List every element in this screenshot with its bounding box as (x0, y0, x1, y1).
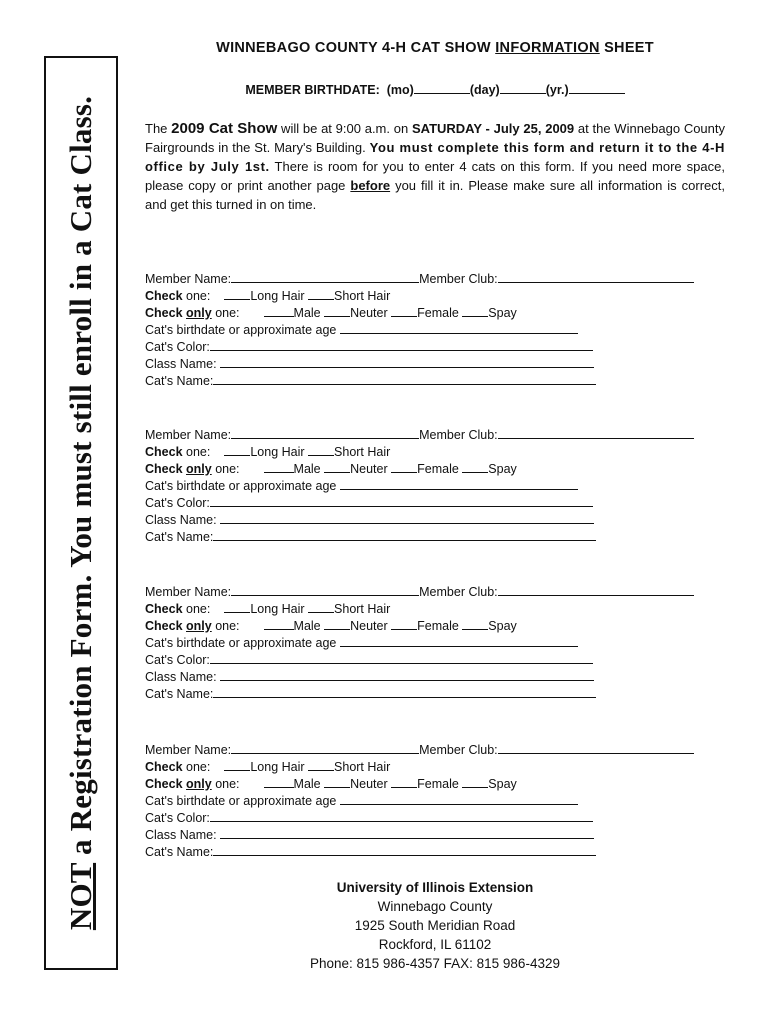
check-label: Check (145, 289, 183, 303)
member-row (145, 426, 694, 442)
one-label: one: (211, 619, 240, 633)
color-row (145, 338, 593, 354)
class-name-label: Class Name: (145, 828, 217, 842)
cat-birthdate-field[interactable] (340, 792, 578, 805)
class-name-label: Class Name: (145, 357, 217, 371)
long-hair-label: Long Hair (250, 602, 305, 616)
cat-color-label: Cat's Color: (145, 653, 210, 667)
check-label: Check (145, 602, 183, 616)
member-club-field[interactable] (498, 741, 694, 754)
short-hair-label: Short Hair (334, 445, 391, 459)
cat-name-field[interactable] (213, 528, 596, 541)
title-part-3: SHEET (599, 40, 654, 56)
cat-name-row (145, 843, 596, 859)
one-label: one: (182, 445, 211, 459)
short-hair-label: Short Hair (334, 760, 391, 774)
cat-name-row (145, 685, 596, 701)
cat-color-label: Cat's Color: (145, 340, 210, 354)
intro-text-3: will be at 9:00 a.m. on (277, 121, 412, 136)
member-club-field[interactable] (498, 583, 694, 596)
footer-address (145, 878, 725, 973)
member-row (145, 741, 694, 757)
long-hair-label: Long Hair (250, 760, 305, 774)
cat-color-field[interactable] (210, 494, 593, 507)
long-hair-checkbox[interactable] (224, 758, 250, 771)
member-club-label: Member Club: (419, 428, 498, 442)
cat-name-label: Cat's Name: (145, 374, 214, 388)
cat-name-row (145, 528, 596, 544)
member-row (145, 583, 694, 599)
footer-city: Rockford, IL 61102 (378, 937, 492, 952)
spay-label: Spay (488, 462, 517, 476)
footer-street: 1925 South Meridian Road (354, 918, 516, 933)
member-name-field[interactable] (231, 426, 419, 439)
class-name-field[interactable] (220, 511, 594, 524)
only-label: only (186, 619, 212, 633)
member-club-field[interactable] (498, 270, 694, 283)
cat-birthdate-label: Cat's birthdate or approximate age (145, 479, 337, 493)
class-name-field[interactable] (220, 355, 594, 368)
cat-name-field[interactable] (213, 372, 596, 385)
member-row (145, 270, 694, 286)
cat-name-label: Cat's Name: (145, 687, 214, 701)
class-name-field[interactable] (220, 826, 594, 839)
color-row (145, 809, 593, 825)
neuter-checkbox[interactable] (324, 460, 350, 473)
female-checkbox[interactable] (391, 617, 417, 630)
female-label: Female (417, 619, 459, 633)
male-checkbox[interactable] (264, 775, 294, 788)
short-hair-checkbox[interactable] (308, 758, 334, 771)
female-checkbox[interactable] (391, 775, 417, 788)
check-label: Check (145, 760, 183, 774)
hair-row (145, 287, 390, 303)
birthdate-day-field[interactable] (500, 82, 546, 94)
birthdate-yr-field[interactable] (569, 82, 625, 94)
cat-birthdate-field[interactable] (340, 634, 578, 647)
birthdate-row (145, 634, 578, 650)
short-hair-label: Short Hair (334, 289, 391, 303)
member-club-label: Member Club: (419, 585, 498, 599)
female-label: Female (417, 306, 459, 320)
only-label: only (186, 777, 212, 791)
female-label: Female (417, 777, 459, 791)
cat-name-label: Cat's Name: (145, 530, 214, 544)
member-name-label: Member Name: (145, 743, 232, 757)
class-name-label: Class Name: (145, 670, 217, 684)
color-row (145, 494, 593, 510)
cat-birthdate-label: Cat's birthdate or approximate age (145, 323, 337, 337)
one-label: one: (211, 462, 240, 476)
member-name-field[interactable] (231, 741, 419, 754)
class-name-field[interactable] (220, 668, 594, 681)
color-row (145, 651, 593, 667)
sex-row (145, 617, 517, 633)
class-name-label: Class Name: (145, 513, 217, 527)
cat-birthdate-field[interactable] (340, 321, 578, 334)
cat-birthdate-label: Cat's birthdate or approximate age (145, 794, 337, 808)
neuter-checkbox[interactable] (324, 617, 350, 630)
neuter-label: Neuter (350, 777, 388, 791)
page-title (145, 40, 725, 56)
intro-before: before (350, 178, 391, 193)
check-label: Check (145, 777, 183, 791)
neuter-label: Neuter (350, 306, 388, 320)
title-part-2: INFORMATION (495, 40, 600, 56)
member-club-field[interactable] (498, 426, 694, 439)
female-checkbox[interactable] (391, 460, 417, 473)
one-label: one: (211, 306, 240, 320)
check-label: Check (145, 462, 183, 476)
neuter-label: Neuter (350, 462, 388, 476)
long-hair-checkbox[interactable] (224, 287, 250, 300)
birthdate-mo-field[interactable] (414, 82, 470, 94)
birthdate-yr-label: (yr.) (545, 83, 569, 97)
spay-checkbox[interactable] (462, 460, 488, 473)
spay-checkbox[interactable] (462, 304, 488, 317)
short-hair-checkbox[interactable] (308, 287, 334, 300)
male-checkbox[interactable] (264, 617, 294, 630)
intro-paragraph (145, 119, 725, 214)
intro-text-1: The (145, 121, 172, 136)
footer-phone: Phone: 815 986-4357 FAX: 815 986-4329 (310, 956, 560, 971)
footer-county: Winnebago County (377, 899, 493, 914)
member-name-field[interactable] (231, 270, 419, 283)
female-checkbox[interactable] (391, 304, 417, 317)
check-label: Check (145, 445, 183, 459)
one-label: one: (182, 760, 211, 774)
cat-name-label: Cat's Name: (145, 845, 214, 859)
member-name-label: Member Name: (145, 585, 232, 599)
intro-text-7: There is room for you to enter 4 cats on this form. If you need more space, please copy or print another page (145, 159, 725, 193)
long-hair-label: Long Hair (250, 445, 305, 459)
hair-row (145, 443, 390, 459)
member-name-label: Member Name: (145, 428, 232, 442)
spay-label: Spay (488, 306, 517, 320)
spay-label: Spay (488, 619, 517, 633)
intro-date: SATURDAY - July 25, 2009 (411, 121, 575, 136)
cat-color-field[interactable] (210, 338, 593, 351)
cat-birthdate-label: Cat's birthdate or approximate age (145, 636, 337, 650)
male-checkbox[interactable] (264, 304, 294, 317)
male-checkbox[interactable] (264, 460, 294, 473)
spay-checkbox[interactable] (462, 617, 488, 630)
check-label: Check (145, 306, 183, 320)
class-row (145, 826, 594, 842)
neuter-label: Neuter (350, 619, 388, 633)
hair-row (145, 600, 390, 616)
side-notice-not: NOT (63, 862, 98, 931)
cat-name-row (145, 372, 596, 388)
hair-row (145, 758, 390, 774)
spay-checkbox[interactable] (462, 775, 488, 788)
birthdate-row (145, 321, 578, 337)
class-row (145, 511, 594, 527)
intro-text-9: you fill it in. Please make sure all information is correct, and get this turned in on time. (145, 178, 725, 212)
one-label: one: (182, 602, 211, 616)
cat-color-field[interactable] (210, 651, 593, 664)
cat-name-field[interactable] (213, 685, 596, 698)
sex-row (145, 460, 517, 476)
cat-color-field[interactable] (210, 809, 593, 822)
neuter-checkbox[interactable] (324, 775, 350, 788)
sex-row (145, 775, 517, 791)
side-notice-rest: a Registration Form. You must still enroll in a Cat Class. (63, 95, 98, 863)
birthdate-mo-label: (mo) (386, 83, 414, 97)
intro-text-5: at the Winnebago County Fairgrounds in the St. Mary's Building. (145, 121, 726, 155)
member-name-label: Member Name: (145, 272, 232, 286)
class-row (145, 355, 594, 371)
male-label: Male (293, 777, 321, 791)
one-label: one: (182, 289, 211, 303)
short-hair-label: Short Hair (334, 602, 391, 616)
male-label: Male (293, 462, 321, 476)
spay-label: Spay (488, 777, 517, 791)
birthdate-label: MEMBER BIRTHDATE: (245, 83, 380, 97)
only-label: only (186, 306, 212, 320)
birthdate-day-label: (day) (469, 83, 500, 97)
long-hair-label: Long Hair (250, 289, 305, 303)
birthdate-row (145, 792, 578, 808)
short-hair-checkbox[interactable] (308, 600, 334, 613)
member-club-label: Member Club: (419, 272, 498, 286)
long-hair-checkbox[interactable] (224, 600, 250, 613)
female-label: Female (417, 462, 459, 476)
title-part-1: WINNEBAGO COUNTY 4-H CAT SHOW (216, 40, 496, 56)
male-label: Male (293, 619, 321, 633)
only-label: only (186, 462, 212, 476)
one-label: one: (211, 777, 240, 791)
member-club-label: Member Club: (419, 743, 498, 757)
cat-color-label: Cat's Color: (145, 496, 210, 510)
member-name-field[interactable] (231, 583, 419, 596)
cat-birthdate-field[interactable] (340, 477, 578, 490)
long-hair-checkbox[interactable] (224, 443, 250, 456)
class-row (145, 668, 594, 684)
intro-deadline: You must complete this form and return it to the 4-H office by July 1st. (145, 140, 725, 174)
cat-color-label: Cat's Color: (145, 811, 210, 825)
side-notice (63, 63, 99, 963)
male-label: Male (293, 306, 321, 320)
footer-org: University of Illinois Extension (336, 880, 534, 895)
cat-name-field[interactable] (213, 843, 596, 856)
birthdate-row (145, 477, 578, 493)
check-label: Check (145, 619, 183, 633)
short-hair-checkbox[interactable] (308, 443, 334, 456)
member-birthdate-row (145, 82, 725, 97)
intro-show-name: 2009 Cat Show (171, 120, 278, 137)
neuter-checkbox[interactable] (324, 304, 350, 317)
sex-row (145, 304, 517, 320)
